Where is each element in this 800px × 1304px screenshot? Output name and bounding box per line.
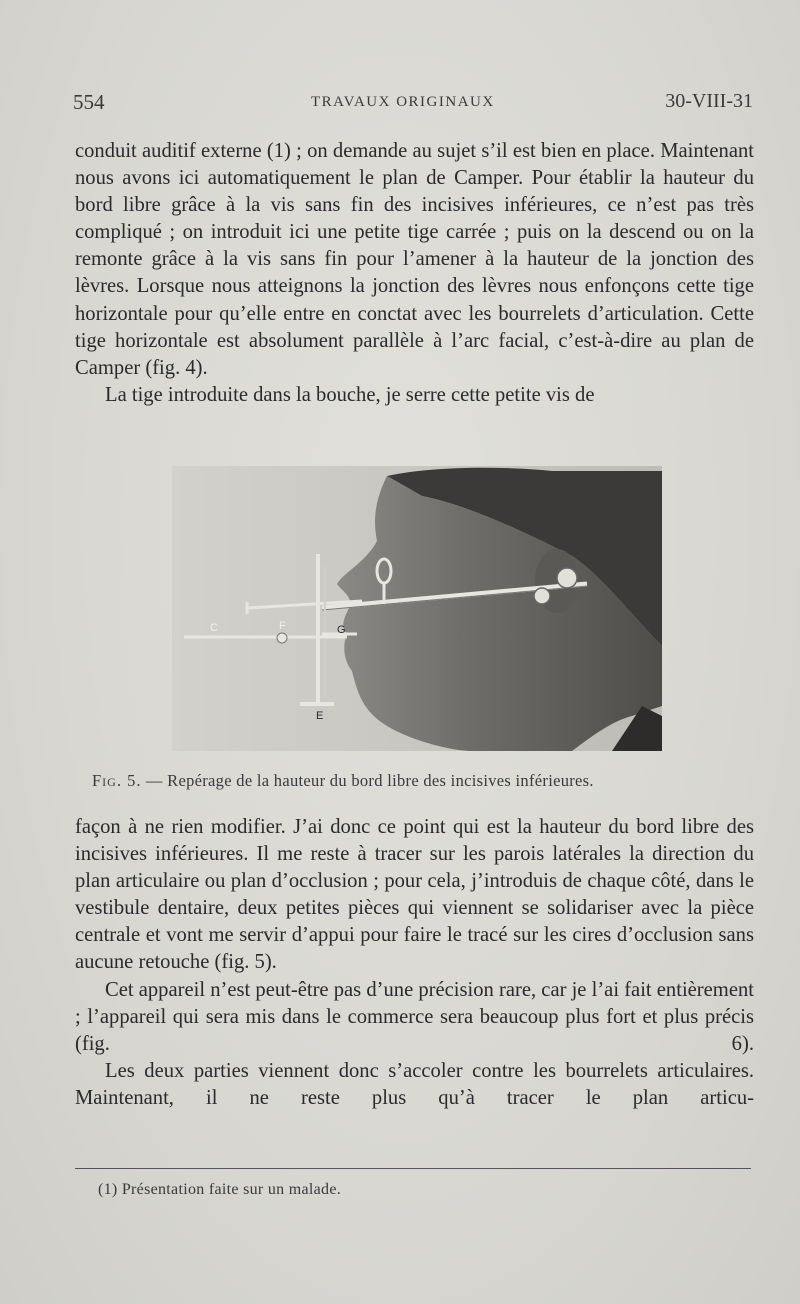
figure-photograph xyxy=(172,466,662,751)
caption-dash: — xyxy=(145,771,163,790)
paragraph: conduit auditif externe (1) ; on demande au sujet s’il est bien en place. Maintenant nous avons ici automatiquement le plan de Camper. Pour établir la hauteur du bord libre grâce à la vis sans fin des incisives inférieures, ce n’est pas très compliqué ; on introduit ici une petite tige carrée ; puis on la descend ou on la remonte grâce à la vis sans fin pour l’amener à la hauteur de la jonction des lèvres. Lorsque nous atteignons la jonction des lèvres nous enfonçons cette tige horizontale pour qu’elle entre en conctat avec les bourrelets d’articulation. Cette tige horizontale est absolument parallèle à l’arc facial, c’est-à-dire au plan de Camper (fig. 4). xyxy=(75,140,754,379)
caption-figure-number: Fig. 5. xyxy=(92,771,142,790)
running-title: TRAVAUX ORIGINAUX xyxy=(311,94,495,110)
figure-caption xyxy=(92,771,752,791)
label-g: G xyxy=(337,624,346,636)
caption-text: Repérage de la hauteur du bord libre des incisives inférieures. xyxy=(167,771,594,790)
issue-date: 30-VIII-31 xyxy=(665,90,753,112)
label-c: C xyxy=(210,622,218,634)
running-header xyxy=(73,90,753,120)
page-number: 554 xyxy=(73,90,105,114)
paragraph: La tige introduite dans la bouche, je serre cette petite vis de xyxy=(105,383,595,406)
footnote-separator xyxy=(75,1168,751,1169)
body-text-bottom xyxy=(75,814,754,1112)
paragraph: façon à ne rien modifier. J’ai donc ce point qui est la hauteur du bord libre des incisives inférieures. Il me reste à tracer sur les parois latérales la direction du plan articulaire ou plan d’occlusion ; pour cela, j’introduis de chaque côté, dans le vestibule dentaire, deux petites pièces qui viennent se solidariser avec la pièce centrale et vont me servir d’appui pour faire le tracé sur les cires d’occlusion sans aucune retouche (fig. 5). xyxy=(75,816,754,974)
label-f: F xyxy=(279,620,286,632)
paragraph: Cet appareil n’est peut-être pas d’une précision rare, car je l’ai fait entièrement ; l’appareil qui sera mis dans le commerce sera beaucoup plus fort et plus précis (fig. 6). xyxy=(75,978,754,1055)
profile-photo-with-face-bow xyxy=(172,466,662,751)
label-e: E xyxy=(316,710,324,722)
paragraph: Les deux parties viennent donc s’accoler contre les bourrelets articulaires. Maintenant, il ne reste plus qu’à tracer le plan articu- xyxy=(75,1059,754,1109)
body-text-top xyxy=(75,138,754,409)
footnote: (1) Présentation faite sur un malade. xyxy=(98,1181,342,1198)
ear-rod-tip xyxy=(557,568,577,588)
